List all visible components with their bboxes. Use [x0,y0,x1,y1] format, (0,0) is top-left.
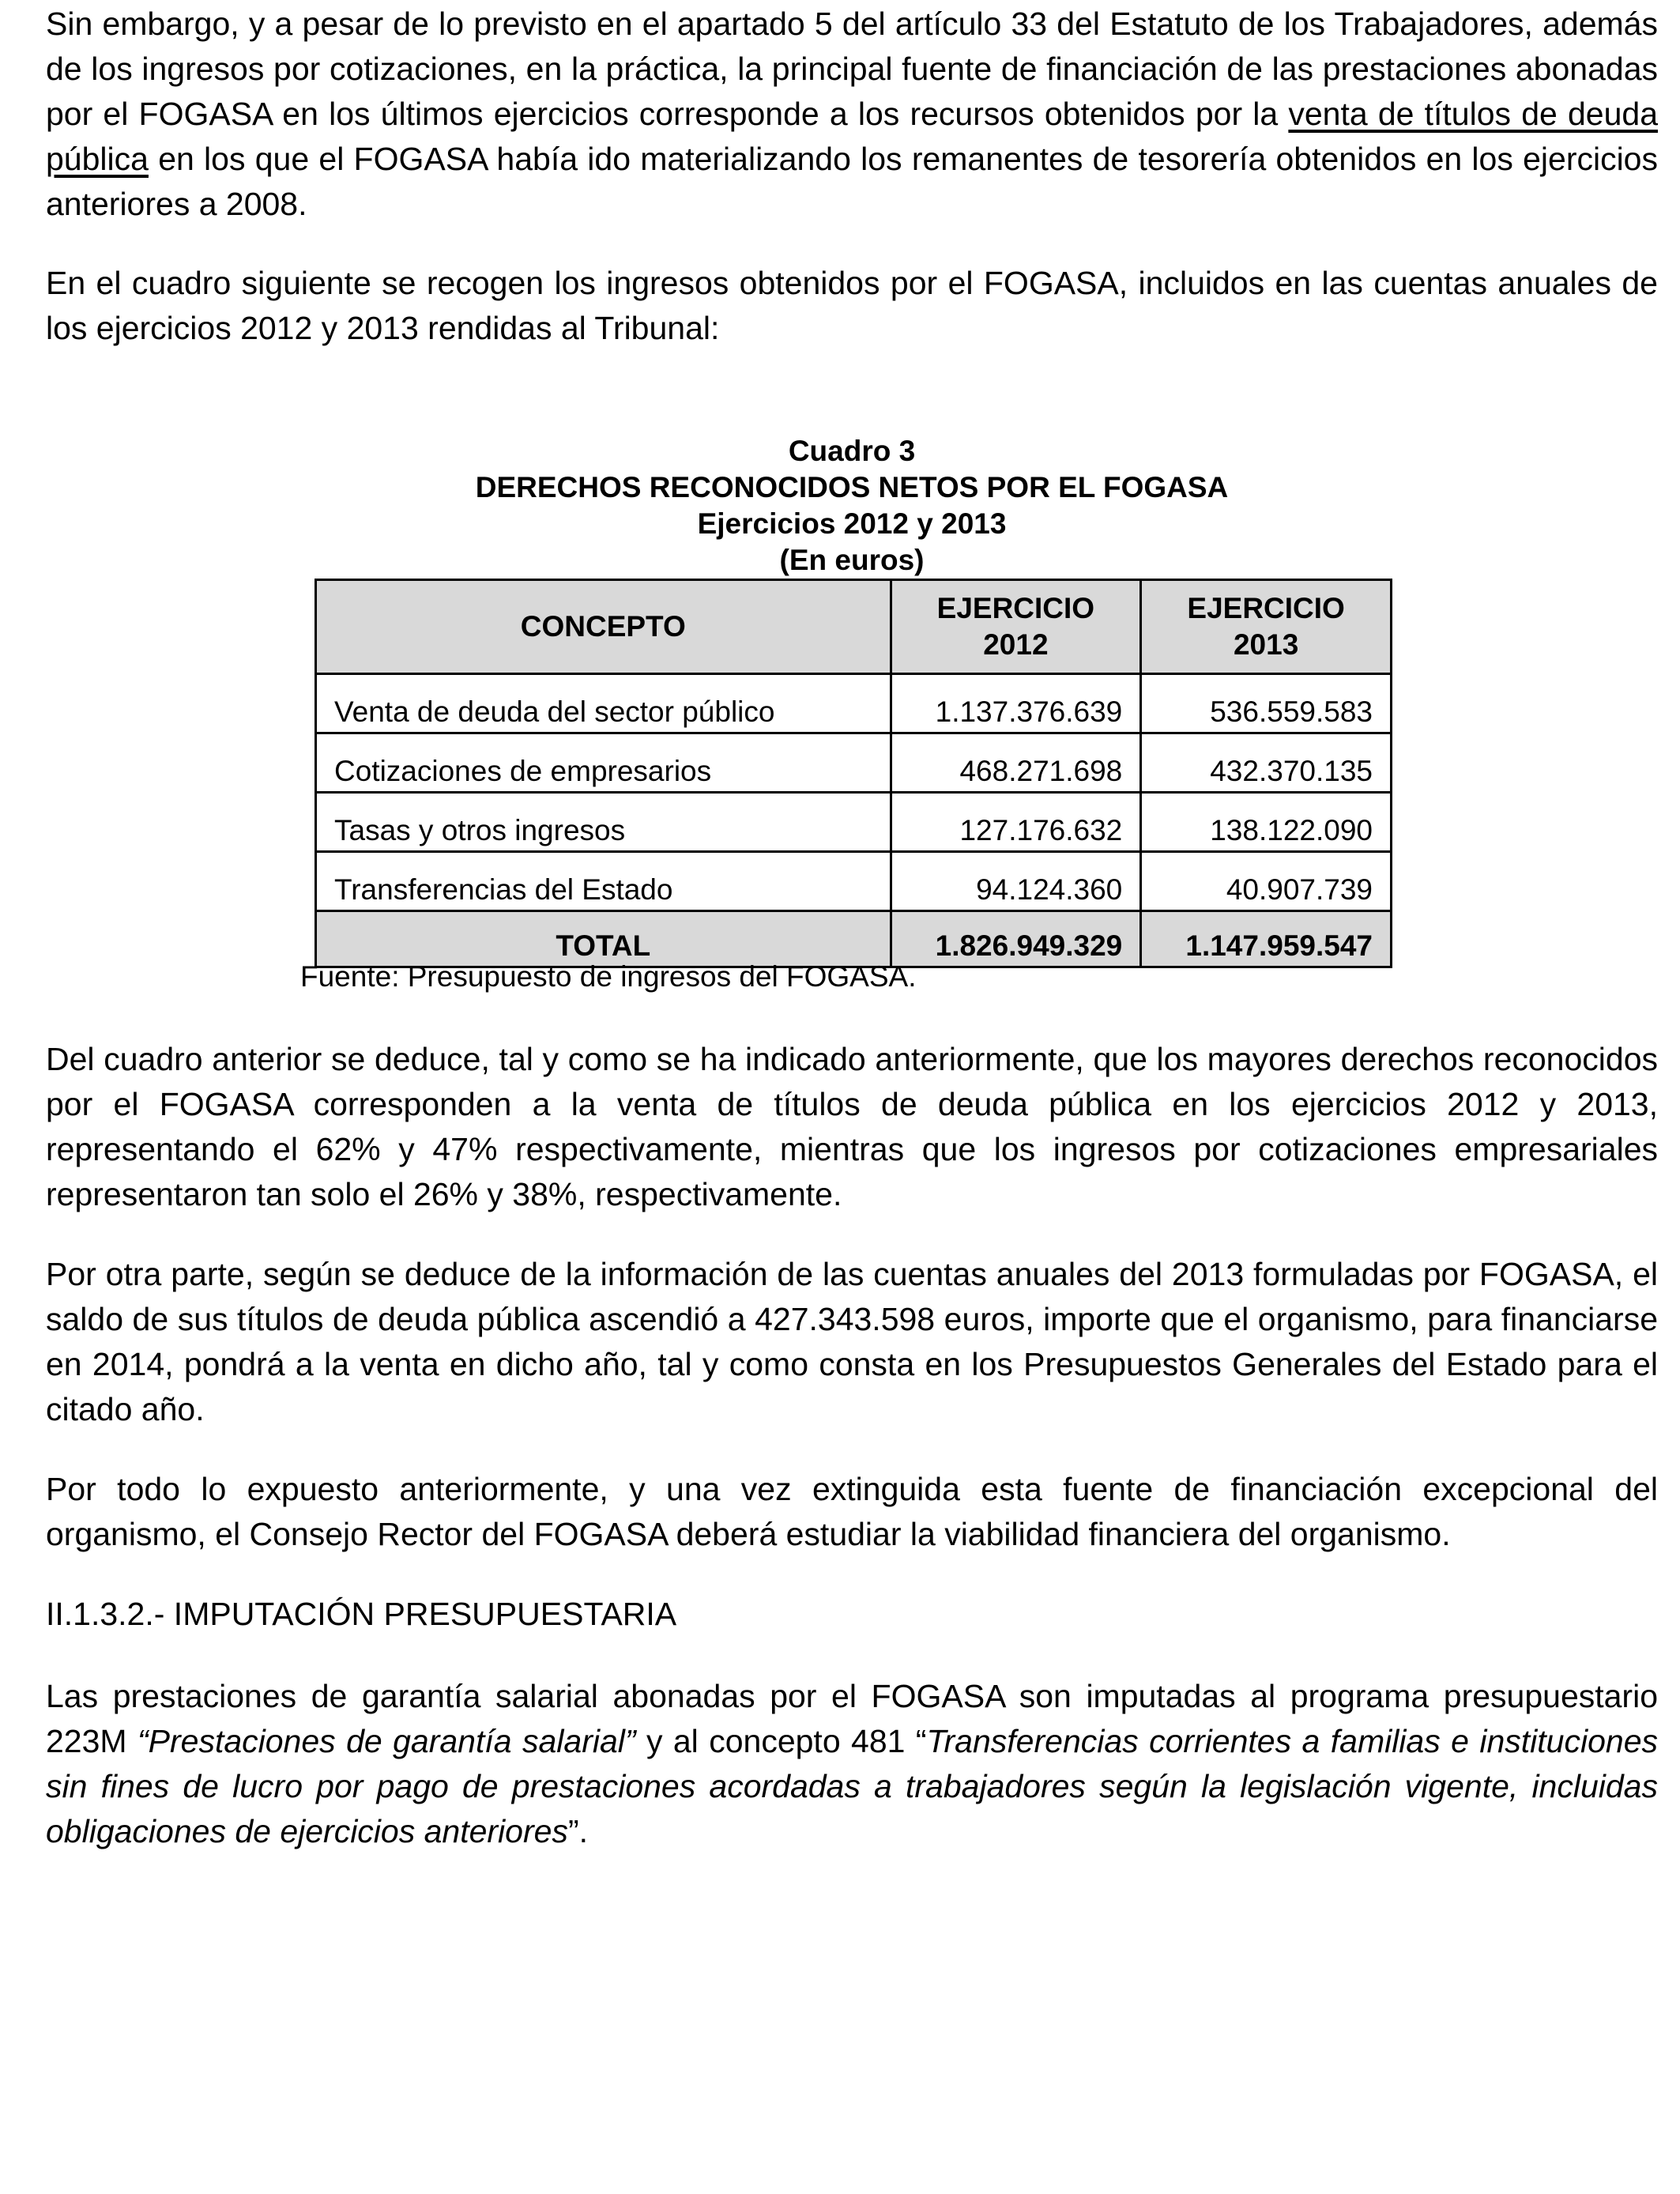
header-label: EJERCICIO [1187,592,1345,624]
paragraph-text: en los que el FOGASA había ido materializando los remanentes de tesorería obtenidos en los ejercicios anteriores a 2008. [46,141,1658,222]
header-2012 [891,580,1141,674]
paragraph-conclusion: Por todo lo expuesto anteriormente, y una vez extinguida esta fuente de financiación excepcional del organismo, el Consejo Rector del FOGASA deberá estudiar la viabilidad financiera del organismo. [46,1471,1658,1552]
table-row [316,793,1392,852]
paragraph-text: Sin embargo, y a pesar de lo previsto en el apartado 5 del artículo 33 del Estatuto de los Trabajadores, además de los ingresos por cotizaciones, en la práctica, la principal fuente de financiación de las prestaciones abonadas por el FOGASA en los últimos ejercicios corresponde a los recursos obtenidos por la [46,6,1658,132]
header-2013 [1141,580,1392,674]
total-value-2013: 1.147.959.547 [1141,911,1392,967]
total-value-2012: 1.826.949.329 [891,911,1141,967]
income-table [315,579,1392,968]
paragraph-debt-balance: Por otra parte, según se deduce de la información de las cuentas anuales del 2013 formuladas por FOGASA, el saldo de sus títulos de deuda pública ascendió a 427.343.598 euros, importe que el organismo, para financiarse en 2014, pondrá a la venta en dicho año, tal y como consta en los Presupuestos Generales del Estado para el citado año. [46,1256,1658,1427]
paragraph-table-intro: En el cuadro siguiente se recogen los ingresos obtenidos por el FOGASA, incluidos en las cuentas anuales de los ejercicios 2012 y 2013 rendidas al Tribunal: [46,265,1658,346]
row-value-2013: 536.559.583 [1141,674,1392,733]
paragraph-text: y al concepto 481 “ [635,1723,927,1759]
table-row [316,852,1392,911]
paragraph-budget-imputation [46,1674,1658,1854]
row-value-2013: 138.122.090 [1141,793,1392,852]
table-row [316,674,1392,733]
row-concept: Tasas y otros ingresos [316,793,891,852]
paragraph-text: ”. [567,1813,588,1849]
header-year: 2013 [1233,628,1299,661]
row-value-2012: 1.137.376.639 [891,674,1141,733]
header-concept: CONCEPTO [316,580,891,674]
table-header-row [316,580,1392,674]
italic-phrase: Transferencias corrientes a familias e instituciones sin fines de lucro por pago de prestaciones acordadas a trabajadores según la legislación vigente, incluidas obligaciones de ejercicios anteriores [46,1723,1658,1849]
table-source-note: Fuente: Presupuesto de ingresos del FOGASA. [300,960,917,993]
italic-phrase: “Prestaciones de garantía salarial” [137,1723,636,1759]
paragraph-funding-source [46,2,1658,227]
row-concept: Cotizaciones de empresarios [316,733,891,793]
table-title: DERECHOS RECONOCIDOS NETOS POR EL FOGASA [475,471,1229,503]
row-concept: Transferencias del Estado [316,852,891,911]
row-value-2013: 432.370.135 [1141,733,1392,793]
paragraph-analysis: Del cuadro anterior se deduce, tal y como se ha indicado anteriormente, que los mayores derechos reconocidos por el FOGASA corresponden a la venta de títulos de deuda pública en los ejercicios 2012 y 2013, representando el 62% y 47% respectivamente, mientras que los ingresos por cotizaciones empresariales representaron tan solo el 26% y 38%, respectivamente. [46,1041,1658,1212]
table-number: Cuadro 3 [788,435,916,467]
row-value-2012: 94.124.360 [891,852,1141,911]
total-label: TOTAL [316,911,891,967]
underlined-phrase: venta de títulos de deuda pública [46,96,1658,177]
row-value-2013: 40.907.739 [1141,852,1392,911]
header-label: EJERCICIO [936,592,1095,624]
table-subtitle: Ejercicios 2012 y 2013 [697,507,1007,540]
row-concept: Venta de deuda del sector público [316,674,891,733]
row-value-2012: 468.271.698 [891,733,1141,793]
table-units: (En euros) [779,544,925,576]
row-value-2012: 127.176.632 [891,793,1141,852]
paragraph-text: Las prestaciones de garantía salarial abonadas por el FOGASA son imputadas al programa presupuestario 223M [46,1678,1658,1759]
section-heading: II.1.3.2.- IMPUTACIÓN PRESUPUESTARIA [46,1596,677,1632]
table-row [316,733,1392,793]
table-caption [46,433,1658,579]
header-year: 2012 [983,628,1049,661]
